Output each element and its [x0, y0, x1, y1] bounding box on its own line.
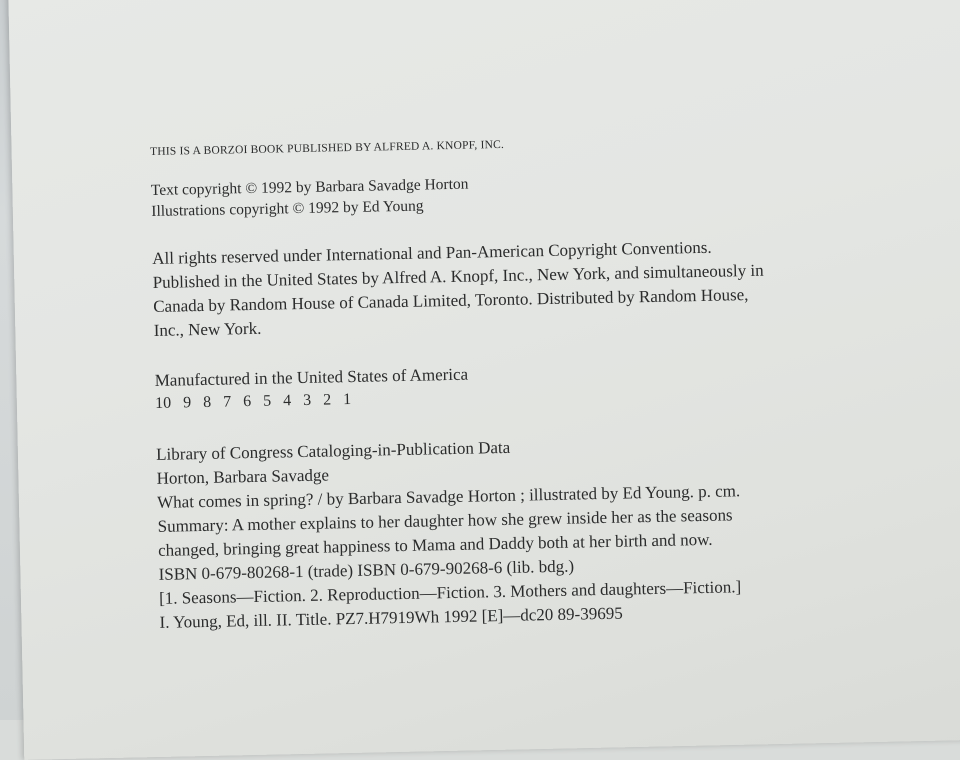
cip-line: changed, bringing great happiness to Mama and Daddy both at her birth and now.: [157, 529, 713, 560]
cip-block: [156, 427, 940, 635]
text-copyright: Text copyright © 1992 by Barbara Savadge Horton: [150, 175, 469, 199]
copyright-page-text: [150, 130, 940, 635]
printing-number: 8: [202, 393, 212, 411]
printing-number: 1: [342, 391, 352, 409]
manufactured-note: Manufactured in the United States of America: [154, 364, 469, 390]
rights-line: Canada by Random House of Canada Limited, Toronto. Distributed by Random House,: [153, 285, 749, 316]
cip-line: Summary: A mother explains to her daughter how she grew inside her as the seasons: [157, 505, 733, 536]
printing-number: 9: [182, 394, 192, 412]
printing-number: 2: [322, 391, 332, 409]
rights-line: Inc., New York.: [153, 318, 262, 340]
cip-line: ISBN 0-679-80268-1 (trade) ISBN 0-679-90268-6 (lib. bdg.): [158, 556, 575, 584]
printing-number: 4: [282, 392, 292, 410]
manufacture-block: [154, 353, 935, 413]
rights-block: [152, 231, 934, 343]
publisher-imprint: THIS IS A BORZOI BOOK PUBLISHED BY ALFRED A. KNOPF, INC.: [150, 138, 505, 158]
cip-line: What comes in spring? / by Barbara Savadge Horton ; illustrated by Ed Young. p. cm.: [156, 481, 741, 512]
cip-heading: Library of Congress Cataloging-in-Publication Data: [156, 437, 511, 464]
cip-line: I. Young, Ed, ill. II. Title. PZ7.H7919Wh 1992 [E]—dc20 89-39695: [159, 603, 623, 632]
illustrations-copyright: Illustrations copyright © 1992 by Ed Young: [151, 197, 424, 220]
cip-line: Horton, Barbara Savadge: [156, 465, 330, 488]
copyright-block: [151, 164, 932, 222]
rights-line: Published in the United States by Alfred A. Knopf, Inc., New York, and simultaneously in: [152, 260, 764, 292]
printing-number: 10: [154, 394, 172, 412]
rights-line: All rights reserved under International and Pan-American Copyright Conventions.: [152, 237, 712, 268]
printing-number: 5: [262, 392, 272, 410]
printing-number: 6: [242, 393, 252, 411]
cip-line: [1. Seasons—Fiction. 2. Reproduction—Fiction. 3. Mothers and daughters—Fiction.]: [158, 577, 742, 608]
printing-number: 7: [222, 393, 232, 411]
printing-number: 3: [302, 391, 312, 409]
